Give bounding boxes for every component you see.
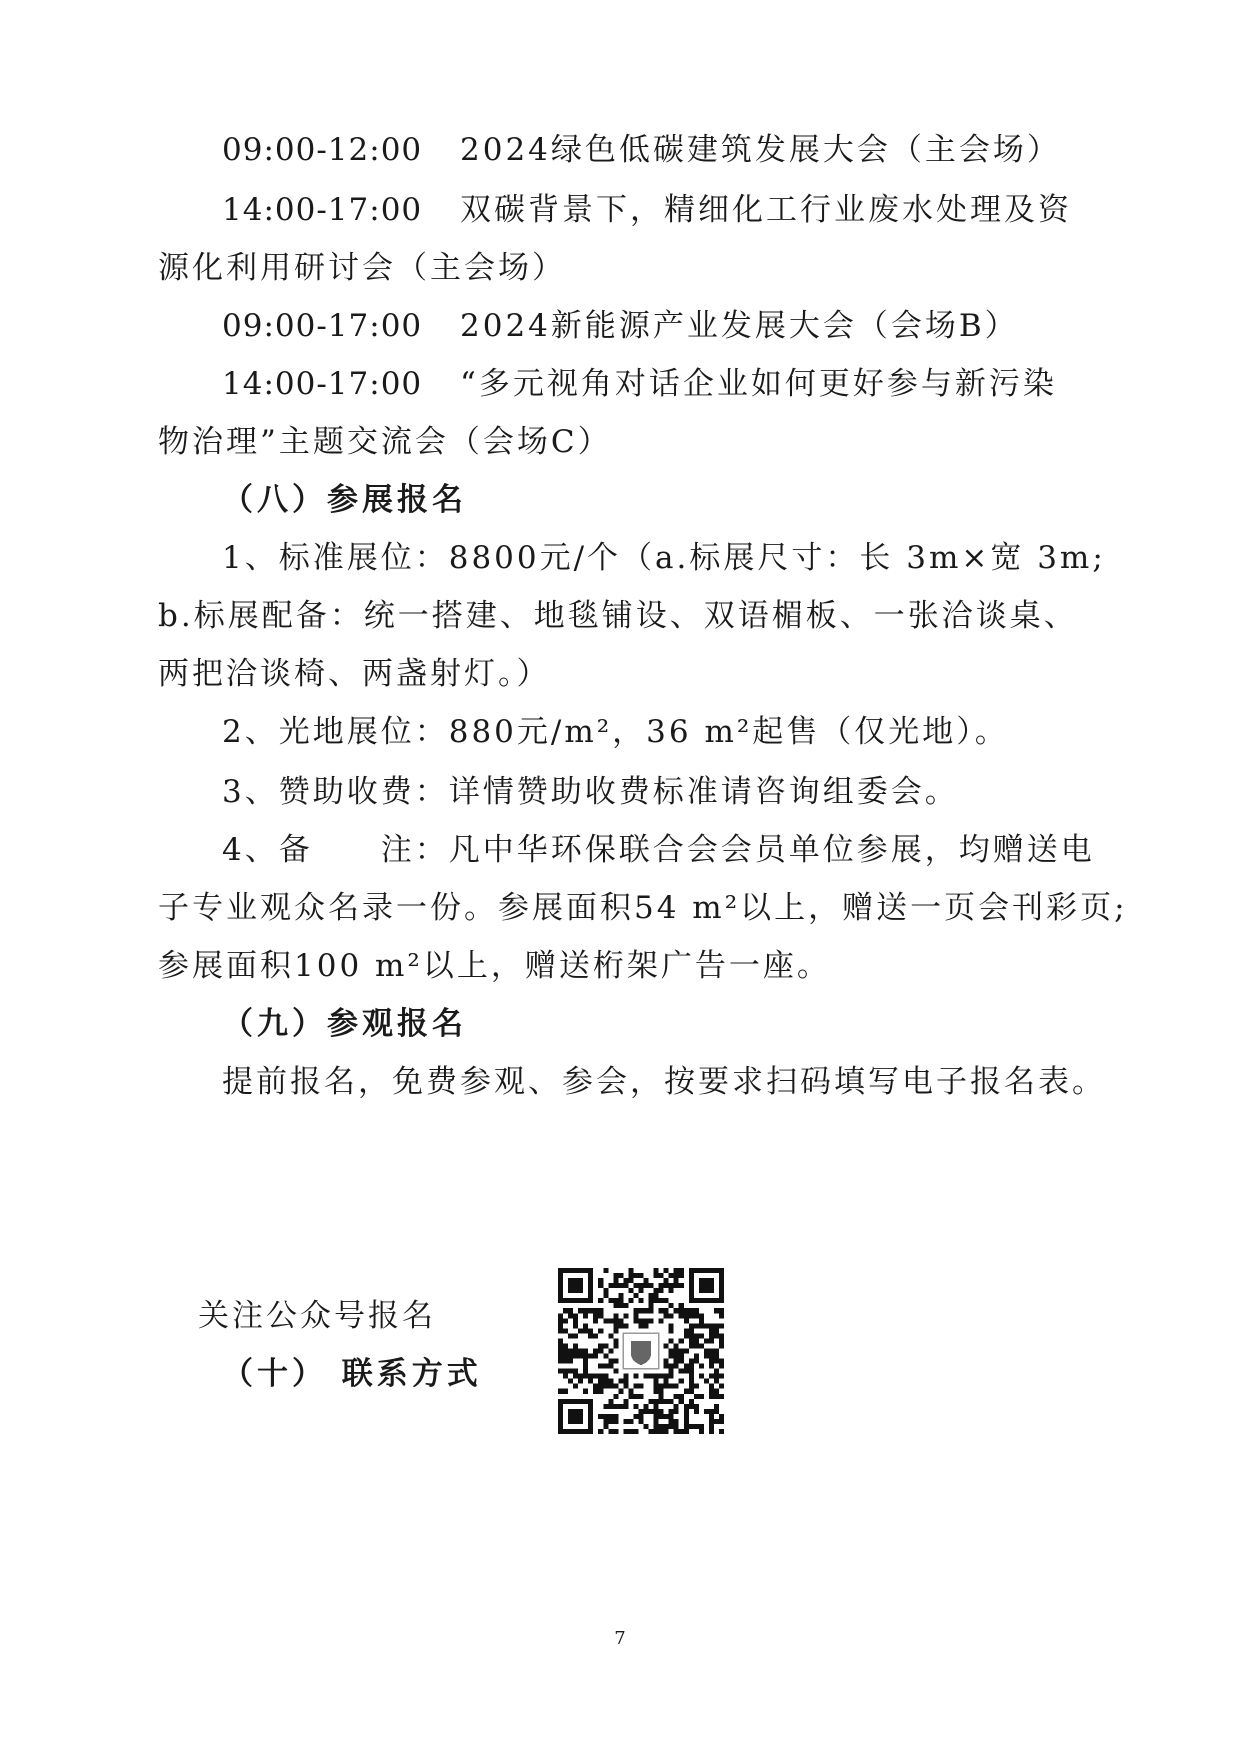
schedule-title: 2024新能源产业发展大会（会场B） bbox=[460, 308, 1019, 344]
qr-caption: 关注公众号报名 bbox=[198, 1298, 436, 1334]
item-standard-booth-cont: b.标展配备：统一搭建、地毯铺设、双语楣板、一张洽谈桌、 bbox=[158, 598, 1078, 634]
page-number: 7 bbox=[614, 1628, 626, 1649]
schedule-title-continued: 源化利用研讨会（主会场） bbox=[158, 250, 566, 286]
item-sponsorship: 3、赞助收费：详情赞助收费标准请咨询组委会。 bbox=[222, 774, 959, 810]
schedule-time: 14:00-17:00 bbox=[222, 192, 423, 228]
schedule-time: 09:00-12:00 bbox=[222, 132, 423, 168]
item-raw-space: 2、光地展位：880元/m²，36 m²起售（仅光地）。 bbox=[222, 714, 1009, 750]
section-heading-visit: （九）参观报名 bbox=[222, 1006, 467, 1042]
item-notes-cont: 子专业观众名录一份。参展面积54 m²以上，赠送一页会刊彩页; bbox=[158, 890, 1128, 926]
section-heading-exhibit: （八）参展报名 bbox=[222, 482, 467, 518]
schedule-time: 14:00-17:00 bbox=[222, 366, 423, 402]
item-notes: 4、备 注：凡中华环保联合会会员单位参展，均赠送电 bbox=[222, 832, 1095, 868]
item-notes-cont: 参展面积100 m²以上，赠送桁架广告一座。 bbox=[158, 948, 831, 984]
schedule-row bbox=[222, 306, 1078, 346]
section-heading-contact: （十） 联系方式 bbox=[222, 1356, 482, 1392]
schedule-row bbox=[222, 130, 1078, 170]
qr-code-icon[interactable] bbox=[558, 1268, 724, 1434]
item-standard-booth-cont: 两把洽谈椅、两盏射灯。） bbox=[158, 656, 551, 692]
schedule-title: “多元视角对话企业如何更好参与新污染 bbox=[460, 366, 1057, 402]
schedule-title: 2024绿色低碳建筑发展大会（主会场） bbox=[460, 132, 1061, 168]
schedule-title: 双碳背景下，精细化工行业废水处理及资 bbox=[460, 192, 1072, 228]
schedule-time: 09:00-17:00 bbox=[222, 308, 423, 344]
schedule-row bbox=[222, 190, 1078, 230]
schedule-title-continued: 物治理”主题交流会（会场C） bbox=[158, 424, 612, 460]
visit-instructions: 提前报名，免费参观、参会，按要求扫码填写电子报名表。 bbox=[222, 1064, 1106, 1100]
schedule-row bbox=[222, 364, 1078, 404]
item-standard-booth: 1、标准展位：8800元/个（a.标展尺寸：长 3m×宽 3m; bbox=[222, 540, 1106, 576]
